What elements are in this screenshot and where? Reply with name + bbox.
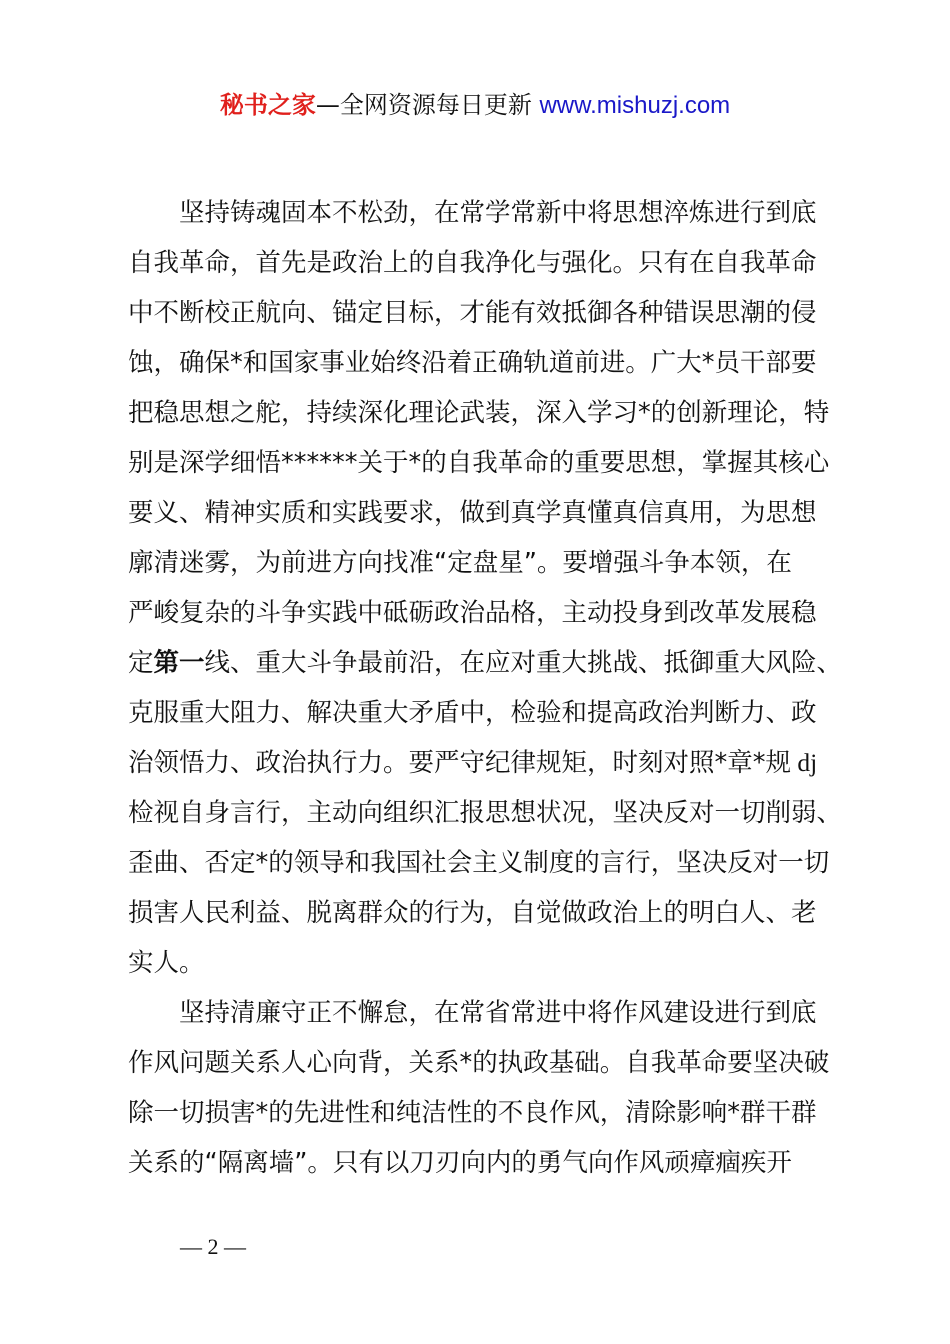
text-segment: 线、重大斗争最前沿，在应对重大挑战、抵御重大风险、 bbox=[204, 648, 843, 678]
latin-text: dj bbox=[791, 748, 818, 777]
text-line: 别是深学细悟******关于*的自我革命的重要思想，掌握其核心 bbox=[128, 448, 830, 478]
text-line: 把稳思想之舵，持续深化理论武装，深入学习*的创新理论，特 bbox=[128, 398, 830, 428]
text-line bbox=[128, 738, 828, 788]
site-url[interactable]: www.mishuzj.com bbox=[539, 92, 731, 119]
brand-name: 秘书之家 bbox=[219, 91, 316, 119]
text-line: 蚀，确保*和国家事业始终沿着正确轨道前进。广大*员干部要 bbox=[128, 348, 817, 378]
page-number: — 2 — bbox=[180, 1234, 246, 1259]
text-line: 中不断校正航向、锚定目标，才能有效抵御各种错误思潮的侵 bbox=[128, 298, 817, 328]
text-line: 作风问题关系人心向背，关系*的执政基础。自我革命要坚决破 bbox=[128, 1048, 830, 1078]
text-line: 克服重大阻力、解决重大矛盾中，检验和提高政治判断力、政 bbox=[128, 698, 817, 728]
text-line: 检视自身言行，主动向组织汇报思想状况，坚决反对一切削弱、 bbox=[128, 798, 843, 828]
banner-tagline: —全网资源每日更新 bbox=[315, 91, 540, 119]
paragraph-2 bbox=[128, 988, 828, 1188]
text-line: 关系的“隔离墙”。只有以刀刃向内的勇气向作风顽瘴痼疾开 bbox=[128, 1148, 792, 1178]
text-segment: 定 bbox=[128, 648, 154, 678]
paragraph-1 bbox=[128, 188, 843, 988]
site-banner bbox=[0, 88, 950, 123]
text-line: 廓清迷雾，为前进方向找准“定盘星”。要增强斗争本领，在 bbox=[128, 548, 792, 578]
text-line: 要义、精神实质和实践要求，做到真学真懂真信真用，为思想 bbox=[128, 498, 817, 528]
text-line: 严峻复杂的斗争实践中砥砺政治品格，主动投身到改革发展稳 bbox=[128, 598, 817, 628]
text-line: 坚持铸魂固本不松劲，在常学常新中将思想淬炼进行到底 bbox=[179, 198, 817, 228]
article-body bbox=[128, 188, 843, 1188]
text-line: 除一切损害*的先进性和纯洁性的不良作风，清除影响*群干群 bbox=[128, 1098, 817, 1128]
text-line: 歪曲、否定*的领导和我国社会主义制度的言行，坚决反对一切 bbox=[128, 848, 830, 878]
text-line: 自我革命，首先是政治上的自我净化与强化。只有在自我革命 bbox=[128, 248, 817, 278]
text-line bbox=[128, 638, 843, 688]
text-line: 坚持清廉守正不懈怠，在常省常进中将作风建设进行到底 bbox=[179, 998, 817, 1028]
text-line: 损害人民利益、脱离群众的行为，自觉做政治上的明白人、老 bbox=[128, 898, 817, 928]
bold-text: 第一 bbox=[153, 648, 205, 678]
text-line: 实人。 bbox=[128, 948, 205, 978]
text-segment: 治领悟力、政治执行力。要严守纪律规矩，时刻对照*章*规 bbox=[128, 748, 792, 778]
